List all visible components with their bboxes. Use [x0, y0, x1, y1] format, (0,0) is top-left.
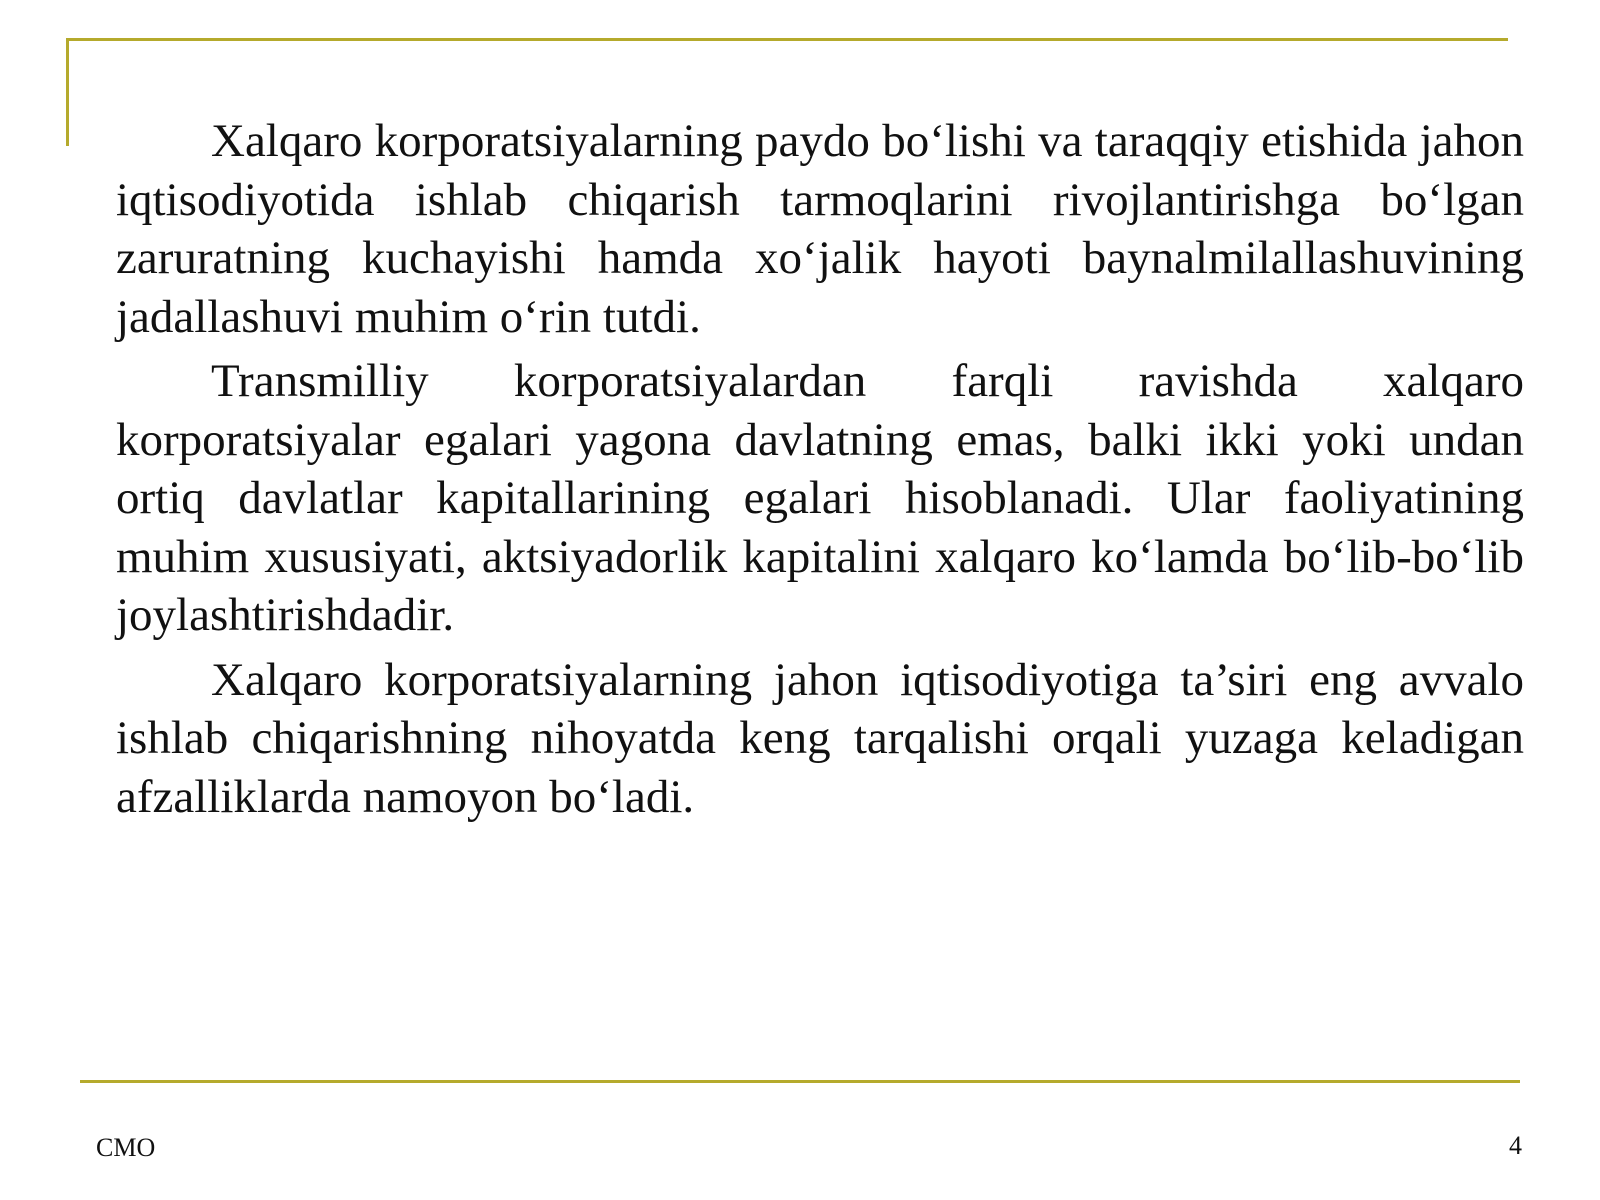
paragraph-3: Xalqaro korporatsiyalarning jahon iqtisodiyotiga ta’siri eng avvalo ishlab chiqarishning nihoyatda keng tarqalishi orqali yuzaga keladigan afzalliklarda namoyon bo‘ladi. [116, 653, 1524, 823]
slide-body [116, 112, 1524, 832]
paragraph-2: Transmilliy korporatsiyalardan farqli ravishda xalqaro korporatsiyalar egalari yagona davlatning emas, balki ikki yoki undan ortiq davlatlar kapitallarining egalari hisoblanadi. Ular faoliyatining muhim xususiyati, aktsiyadorlik kapitalini xalqaro ko‘lamda bo‘lib-bo‘lib joylashtirishdadir. [116, 355, 1524, 641]
top-divider-line [66, 38, 1508, 41]
page-number: 4 [1509, 1131, 1522, 1160]
bottom-divider-line [80, 1080, 1520, 1083]
paragraph-1: Xalqaro korporatsiyalarning paydo bo‘lishi va taraqqiy etishida jahon iqtisodiyotida ishlab chiqarish tarmoqlarini rivojlantirishga bo‘lgan zaruratning kuchayishi hamda xo‘jalik hayoti baynalmilallashuvining jadallashuvi muhim o‘rin tutdi. [116, 115, 1524, 343]
left-accent-line [66, 38, 69, 146]
footer-label: CMO [96, 1133, 156, 1162]
